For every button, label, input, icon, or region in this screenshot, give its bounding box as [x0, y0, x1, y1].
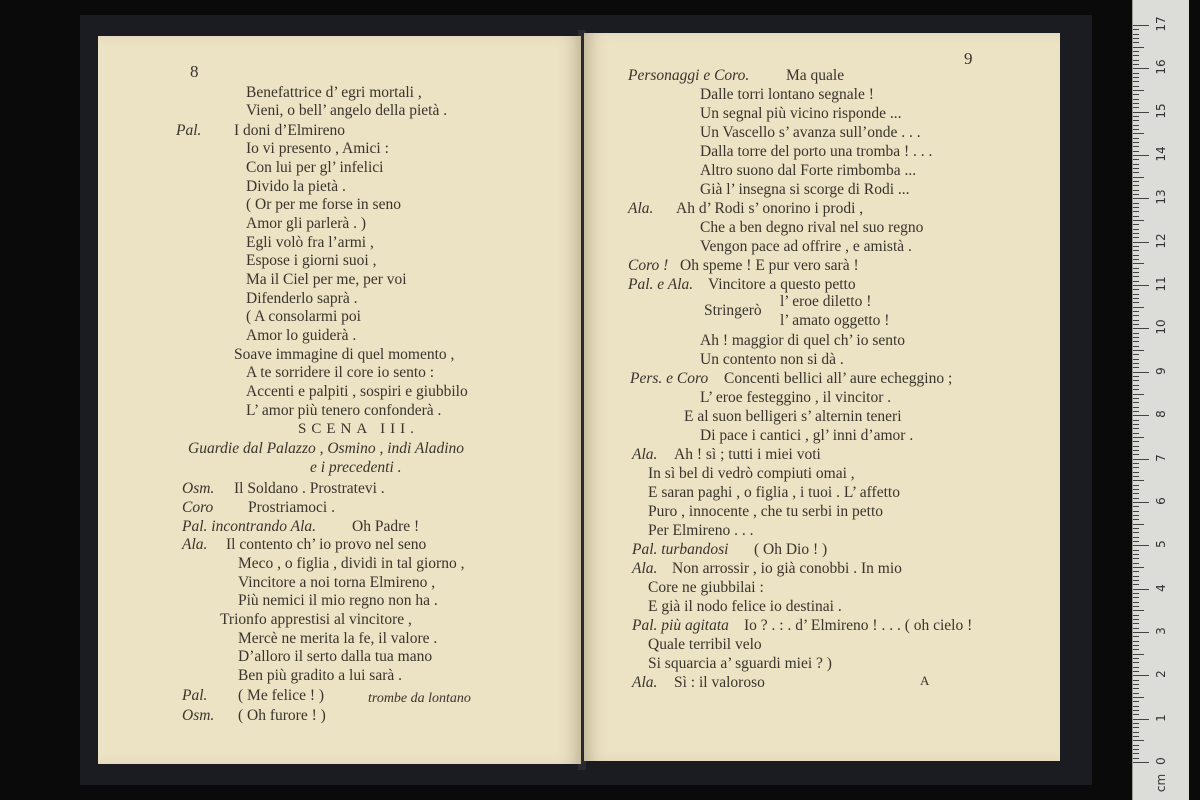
verse-line: L’ eroe festeggino , il vincitor .	[700, 389, 892, 406]
ruler-tick	[1133, 680, 1139, 681]
speaker-label: Ala.	[628, 200, 654, 217]
ruler-tick	[1133, 394, 1144, 395]
ruler-tick	[1133, 567, 1144, 568]
ruler-tick	[1133, 341, 1139, 342]
ruler-tick	[1133, 697, 1144, 698]
ruler-tick	[1133, 420, 1139, 421]
ruler-tick	[1133, 641, 1139, 642]
verse-line: Di pace i cantici , gl’ inni d’amor .	[700, 427, 914, 444]
ruler-tick	[1133, 654, 1144, 655]
ruler-tick	[1133, 476, 1139, 477]
ruler-tick	[1133, 615, 1139, 616]
ruler-tick	[1133, 94, 1139, 95]
ruler-tick	[1133, 528, 1139, 529]
ruler-tick	[1133, 289, 1139, 290]
ruler-tick	[1133, 563, 1139, 564]
ruler-tick	[1133, 203, 1139, 204]
ruler-tick	[1133, 25, 1149, 26]
ruler-tick	[1133, 480, 1144, 481]
ruler-tick	[1133, 554, 1139, 555]
ruler-tick	[1133, 177, 1144, 178]
ruler-tick	[1133, 498, 1139, 499]
ruler-tick	[1133, 610, 1144, 611]
ruler-tick	[1133, 385, 1139, 386]
verse-line: Benefattrice d’ egri mortali ,	[246, 84, 422, 101]
ruler-tick	[1133, 354, 1139, 355]
verse-line: E già il nodo felice io destinai .	[648, 598, 842, 615]
ruler-tick	[1133, 229, 1139, 230]
verse-line: Core ne giubbilai :	[648, 579, 764, 596]
ruler-number: 17	[1154, 16, 1168, 32]
ruler-tick	[1133, 34, 1139, 35]
ruler-tick	[1133, 380, 1139, 381]
ruler-tick	[1133, 719, 1149, 720]
ruler-tick	[1133, 285, 1149, 286]
ruler-tick	[1133, 77, 1139, 78]
ruler-tick	[1133, 623, 1139, 624]
ruler-tick	[1133, 237, 1139, 238]
verse-line: Dalla torre del porto una tromba ! . . .	[700, 143, 933, 160]
ruler-tick	[1133, 359, 1139, 360]
ruler-number: 0	[1154, 757, 1168, 765]
ruler-tick	[1133, 606, 1139, 607]
ruler-number: 6	[1154, 497, 1168, 505]
ruler-tick	[1133, 415, 1149, 416]
verse-line: Puro , innocente , che tu serbi in petto	[648, 503, 884, 520]
ruler-tick	[1133, 112, 1149, 113]
ruler-tick	[1133, 515, 1139, 516]
ruler-tick	[1133, 207, 1139, 208]
ruler-tick	[1133, 628, 1139, 629]
ruler-tick	[1133, 667, 1139, 668]
verse-line: Io ? . : . d’ Elmireno ! . . . ( oh cielo !	[744, 617, 973, 634]
ruler-tick	[1133, 758, 1139, 759]
left-page	[98, 36, 581, 764]
verse-line: Prostriamoci .	[248, 499, 335, 516]
verse-line: ( Oh Dio ! )	[754, 541, 828, 558]
measurement-ruler	[1132, 0, 1189, 800]
verse-line: l’ amato oggetto !	[780, 312, 890, 329]
verse-line: ( Oh furore ! )	[238, 707, 326, 724]
verse-line: Io vi presento , Amici :	[246, 140, 389, 157]
ruler-tick	[1133, 198, 1149, 199]
speaker-label: Pal. incontrando Ala.	[182, 518, 317, 535]
ruler-tick	[1133, 216, 1139, 217]
ruler-tick	[1133, 294, 1139, 295]
speaker-label: Ala.	[632, 560, 658, 577]
ruler-tick	[1133, 255, 1139, 256]
ruler-tick	[1133, 537, 1139, 538]
verse-line: ( Or per me forse in seno	[246, 196, 401, 213]
ruler-tick	[1133, 90, 1144, 91]
speaker-label: Ala.	[182, 536, 208, 553]
speaker-label: Pal. turbandosi	[632, 541, 729, 558]
verse-line: Un Vascello s’ avanza sull’onde . . .	[700, 124, 921, 141]
ruler-tick	[1133, 593, 1139, 594]
ruler-number: 11	[1154, 276, 1168, 292]
ruler-tick	[1133, 281, 1139, 282]
speaker-label: Osm.	[182, 480, 215, 497]
ruler-tick	[1133, 706, 1139, 707]
ruler-tick	[1133, 172, 1139, 173]
ruler-tick	[1133, 753, 1139, 754]
verse-line: Più nemici il mio regno non ha .	[238, 592, 438, 609]
ruler-tick	[1133, 446, 1139, 447]
ruler-tick	[1133, 441, 1139, 442]
verse-line: ( A consolarmi poi	[246, 308, 361, 325]
scene-heading: SCENA III.	[298, 421, 419, 437]
ruler-tick	[1133, 597, 1139, 598]
ruler-tick	[1133, 389, 1139, 390]
ruler-tick	[1133, 38, 1139, 39]
ruler-tick	[1133, 185, 1139, 186]
ruler-number: 15	[1154, 103, 1168, 119]
ruler-tick	[1133, 99, 1139, 100]
ruler-tick	[1133, 51, 1139, 52]
ruler-tick	[1133, 211, 1139, 212]
verse-line: Vengon pace ad offrire , e amistà .	[700, 238, 912, 255]
ruler-tick	[1133, 519, 1139, 520]
ruler-tick	[1133, 233, 1139, 234]
ruler-tick	[1133, 472, 1139, 473]
stage-direction: e i precedenti .	[310, 459, 402, 476]
ruler-tick	[1133, 68, 1149, 69]
ruler-tick	[1133, 727, 1139, 728]
ruler-tick	[1133, 584, 1139, 585]
ruler-tick	[1133, 276, 1139, 277]
ruler-tick	[1133, 120, 1139, 121]
ruler-tick	[1133, 116, 1139, 117]
ruler-tick	[1133, 740, 1144, 741]
verse-line: Un contento non si dà .	[700, 351, 844, 368]
verse-line: Ah ! maggior di quel ch’ io sento	[700, 332, 906, 349]
verse-line: Divido la pietà .	[246, 178, 346, 195]
ruler-tick	[1133, 155, 1149, 156]
ruler-tick	[1133, 246, 1139, 247]
ruler-number: 5	[1154, 540, 1168, 549]
ruler-tick	[1133, 311, 1139, 312]
ruler-tick	[1133, 701, 1139, 702]
ruler-tick	[1133, 107, 1139, 108]
verse-line: Un segnal più vicino risponde ...	[700, 105, 902, 122]
right-page	[584, 33, 1060, 761]
speaker-label: Pal.	[182, 687, 208, 704]
verse-line: Già l’ insegna si scorge di Rodi ...	[700, 181, 910, 198]
ruler-tick	[1133, 398, 1139, 399]
speaker-label: Pal. e Ala.	[628, 276, 694, 293]
ruler-number: 13	[1154, 189, 1168, 206]
ruler-tick	[1133, 636, 1139, 637]
ruler-tick	[1133, 658, 1139, 659]
ruler-number: 4	[1154, 583, 1168, 592]
verse-line: I doni d’Elmireno	[234, 122, 346, 139]
ruler-tick	[1133, 745, 1139, 746]
ruler-tick	[1133, 550, 1139, 551]
ruler-tick	[1133, 749, 1139, 750]
catchword: A	[920, 673, 930, 688]
ruler-tick	[1133, 736, 1139, 737]
ruler-tick	[1133, 125, 1139, 126]
ruler-tick	[1133, 337, 1139, 338]
ruler-tick	[1133, 138, 1139, 139]
verse-line: l’ eroe diletto !	[780, 293, 872, 310]
verse-line: Soave immagine di quel momento ,	[234, 346, 455, 363]
ruler-tick	[1133, 242, 1149, 243]
ruler-tick	[1133, 407, 1139, 408]
speaker-label: Osm.	[182, 707, 215, 724]
ruler-tick	[1133, 268, 1139, 269]
ruler-tick	[1133, 315, 1139, 316]
ruler-tick	[1133, 675, 1149, 676]
ruler-tick	[1133, 450, 1139, 451]
verse-line: Altro suono dal Forte rimbomba ...	[700, 162, 917, 179]
ruler-number: 16	[1154, 59, 1168, 75]
ruler-tick	[1133, 81, 1139, 82]
verse-line: Oh Padre !	[352, 518, 420, 535]
ruler-tick	[1133, 632, 1149, 633]
verse-line: Dalle torri lontano segnale !	[700, 86, 874, 103]
ruler-number: 7	[1154, 453, 1168, 462]
verse-line: Il Soldano . Prostratevi .	[234, 480, 385, 497]
ruler-tick	[1133, 433, 1139, 434]
verse-line: Amor gli parlerà . )	[246, 215, 367, 232]
verse-line: A te sorridere il core io sento :	[246, 364, 435, 381]
ruler-tick	[1133, 302, 1139, 303]
verse-line: Stringerò	[704, 302, 762, 319]
ruler-tick	[1133, 619, 1139, 620]
ruler-tick	[1133, 224, 1139, 225]
ruler-tick	[1133, 190, 1139, 191]
verse-line: ( Me felice ! )	[238, 687, 325, 704]
ruler-tick	[1133, 272, 1139, 273]
page-number: 9	[964, 49, 973, 68]
ruler-tick	[1133, 363, 1139, 364]
speaker-label: Coro	[182, 499, 214, 516]
verse-line: Ma il Ciel per me, per voi	[246, 271, 407, 288]
verse-line: D’alloro il serto dalla tua mano	[238, 648, 433, 665]
stage-direction: trombe da lontano	[368, 691, 471, 706]
speaker-label: Ala.	[632, 674, 658, 691]
ruler-number: 1	[1154, 713, 1168, 722]
verse-line: Trionfo apprestisi al vincitore ,	[220, 611, 412, 628]
ruler-tick	[1133, 159, 1139, 160]
speaker-label: Pal. più agitata	[632, 617, 729, 634]
verse-line: Mercè ne merita la fe, il valore .	[238, 630, 438, 647]
ruler-tick	[1133, 714, 1139, 715]
page-number: 8	[190, 62, 199, 81]
ruler-tick	[1133, 220, 1144, 221]
ruler-tick	[1133, 545, 1149, 546]
ruler-tick	[1133, 576, 1139, 577]
ruler-tick	[1133, 467, 1139, 468]
ruler-tick	[1133, 571, 1139, 572]
verse-line: Ma quale	[786, 67, 845, 84]
ruler-tick	[1133, 263, 1144, 264]
ruler-tick	[1133, 29, 1139, 30]
ruler-tick	[1133, 181, 1139, 182]
ruler-tick	[1133, 558, 1139, 559]
ruler-tick	[1133, 164, 1139, 165]
speaker-label: Pal.	[176, 122, 202, 139]
verse-line: Meco , o figlia , dividi in tal giorno ,	[238, 555, 465, 572]
ruler-tick	[1133, 168, 1139, 169]
ruler-tick	[1133, 428, 1139, 429]
verse-line: Concenti bellici all’ aure echeggino ;	[724, 370, 953, 387]
ruler-tick	[1133, 762, 1149, 763]
verse-line: Che a ben degno rival nel suo regno	[700, 219, 924, 236]
ruler-tick	[1133, 493, 1139, 494]
ruler-tick	[1133, 684, 1139, 685]
ruler-tick	[1133, 298, 1139, 299]
ruler-tick	[1133, 454, 1139, 455]
verse-line: Ben più gradito a lui sarà .	[238, 667, 402, 684]
ruler-tick	[1133, 489, 1139, 490]
ruler-tick	[1133, 723, 1139, 724]
ruler-tick	[1133, 463, 1139, 464]
ruler-tick	[1133, 602, 1139, 603]
ruler-tick	[1133, 133, 1144, 134]
ruler-tick	[1133, 346, 1139, 347]
ruler-number: 9	[1154, 367, 1168, 375]
ruler-tick	[1133, 194, 1139, 195]
ruler-tick	[1133, 532, 1139, 533]
speaker-label: Pers. e Coro	[630, 370, 709, 387]
ruler-number: 14	[1154, 146, 1168, 162]
ruler-tick	[1133, 129, 1139, 130]
ruler-number: 3	[1154, 627, 1168, 635]
ruler-tick	[1133, 688, 1139, 689]
ruler-tick	[1133, 60, 1139, 61]
ruler-tick	[1133, 645, 1139, 646]
ruler-tick	[1133, 411, 1139, 412]
verse-line: Difenderlo saprà .	[246, 290, 358, 307]
ruler-tick	[1133, 649, 1139, 650]
verse-line: Vieni, o bell’ angelo della pietà .	[246, 102, 448, 119]
ruler-tick	[1133, 662, 1139, 663]
verse-line: Il contento ch’ io provo nel seno	[226, 536, 427, 553]
verse-line: Si squarcia a’ sguardi miei ? )	[648, 655, 832, 672]
ruler-tick	[1133, 151, 1139, 152]
ruler-unit: cm	[1154, 773, 1168, 793]
ruler-tick	[1133, 671, 1139, 672]
verse-line: In sì bel di vedrò compiuti omai ,	[648, 465, 855, 482]
speaker-label: Coro !	[628, 257, 669, 274]
ruler-number: 10	[1154, 319, 1168, 336]
ruler-tick	[1133, 64, 1139, 65]
verse-line: Oh speme ! E pur vero sarà !	[680, 257, 859, 274]
ruler-tick	[1133, 424, 1139, 425]
verse-line: E saran paghi , o figlia , i tuoi . L’ affetto	[648, 484, 900, 501]
ruler-tick	[1133, 402, 1139, 403]
stage-direction: Guardie dal Palazzo , Osmino , indi Aladino	[188, 440, 464, 457]
ruler-number: 2	[1154, 670, 1168, 679]
ruler-tick	[1133, 511, 1139, 512]
ruler-tick	[1133, 307, 1144, 308]
ruler-tick	[1133, 324, 1139, 325]
ruler-tick	[1133, 42, 1139, 43]
verse-line: Ah ! sì ; tutti i miei voti	[674, 446, 821, 463]
ruler-tick	[1133, 502, 1149, 503]
ruler-tick	[1133, 376, 1139, 377]
ruler-tick	[1133, 250, 1139, 251]
verse-line: Espose i giorni suoi ,	[246, 252, 377, 269]
ruler-tick	[1133, 541, 1139, 542]
ruler-tick	[1133, 259, 1139, 260]
verse-line: Non arrossir , io già conobbi . In mio	[672, 560, 902, 577]
verse-line: Egli volò fra l’armi ,	[246, 234, 374, 251]
verse-line: Ah d’ Rodi s’ onorino i prodi ,	[676, 200, 864, 217]
verse-line: E al suon belligeri s’ alternin teneri	[684, 408, 902, 425]
ruler-number: 8	[1154, 410, 1168, 418]
ruler-tick	[1133, 693, 1139, 694]
ruler-tick	[1133, 103, 1139, 104]
ruler-tick	[1133, 55, 1139, 56]
ruler-tick	[1133, 146, 1139, 147]
verse-line: Quale terribil velo	[648, 636, 762, 653]
ruler-tick	[1133, 459, 1149, 460]
ruler-tick	[1133, 437, 1144, 438]
verse-line: Vincitore a questo petto	[708, 276, 856, 293]
verse-line: Vincitore a noi torna Elmireno ,	[238, 574, 436, 591]
ruler-tick	[1133, 524, 1144, 525]
speaker-label: Ala.	[632, 446, 658, 463]
ruler-number: 12	[1154, 233, 1168, 249]
verse-line: Per Elmireno . . .	[648, 522, 754, 539]
ruler-tick	[1133, 86, 1139, 87]
ruler-tick	[1133, 580, 1139, 581]
verse-line: Sì : il valoroso	[674, 674, 765, 691]
verse-line: Amor lo guiderà .	[246, 327, 357, 344]
verse-line: L’ amor più tenero confonderà .	[246, 402, 442, 419]
speaker-label: Personaggi e Coro.	[628, 67, 750, 84]
ruler-tick	[1133, 73, 1139, 74]
ruler-tick	[1133, 47, 1144, 48]
ruler-tick	[1133, 710, 1139, 711]
ruler-tick	[1133, 350, 1144, 351]
ruler-tick	[1133, 506, 1139, 507]
verse-line: Accenti e palpiti , sospiri e giubbilo	[246, 383, 468, 400]
ruler-tick	[1133, 589, 1149, 590]
ruler-tick	[1133, 320, 1139, 321]
verse-line: Con lui per gl’ infelici	[246, 159, 384, 176]
ruler-tick	[1133, 328, 1149, 329]
ruler-tick	[1133, 142, 1139, 143]
ruler-tick	[1133, 485, 1139, 486]
ruler-tick	[1133, 372, 1149, 373]
ruler-tick	[1133, 333, 1139, 334]
ruler-tick	[1133, 367, 1139, 368]
ruler-tick	[1133, 732, 1139, 733]
